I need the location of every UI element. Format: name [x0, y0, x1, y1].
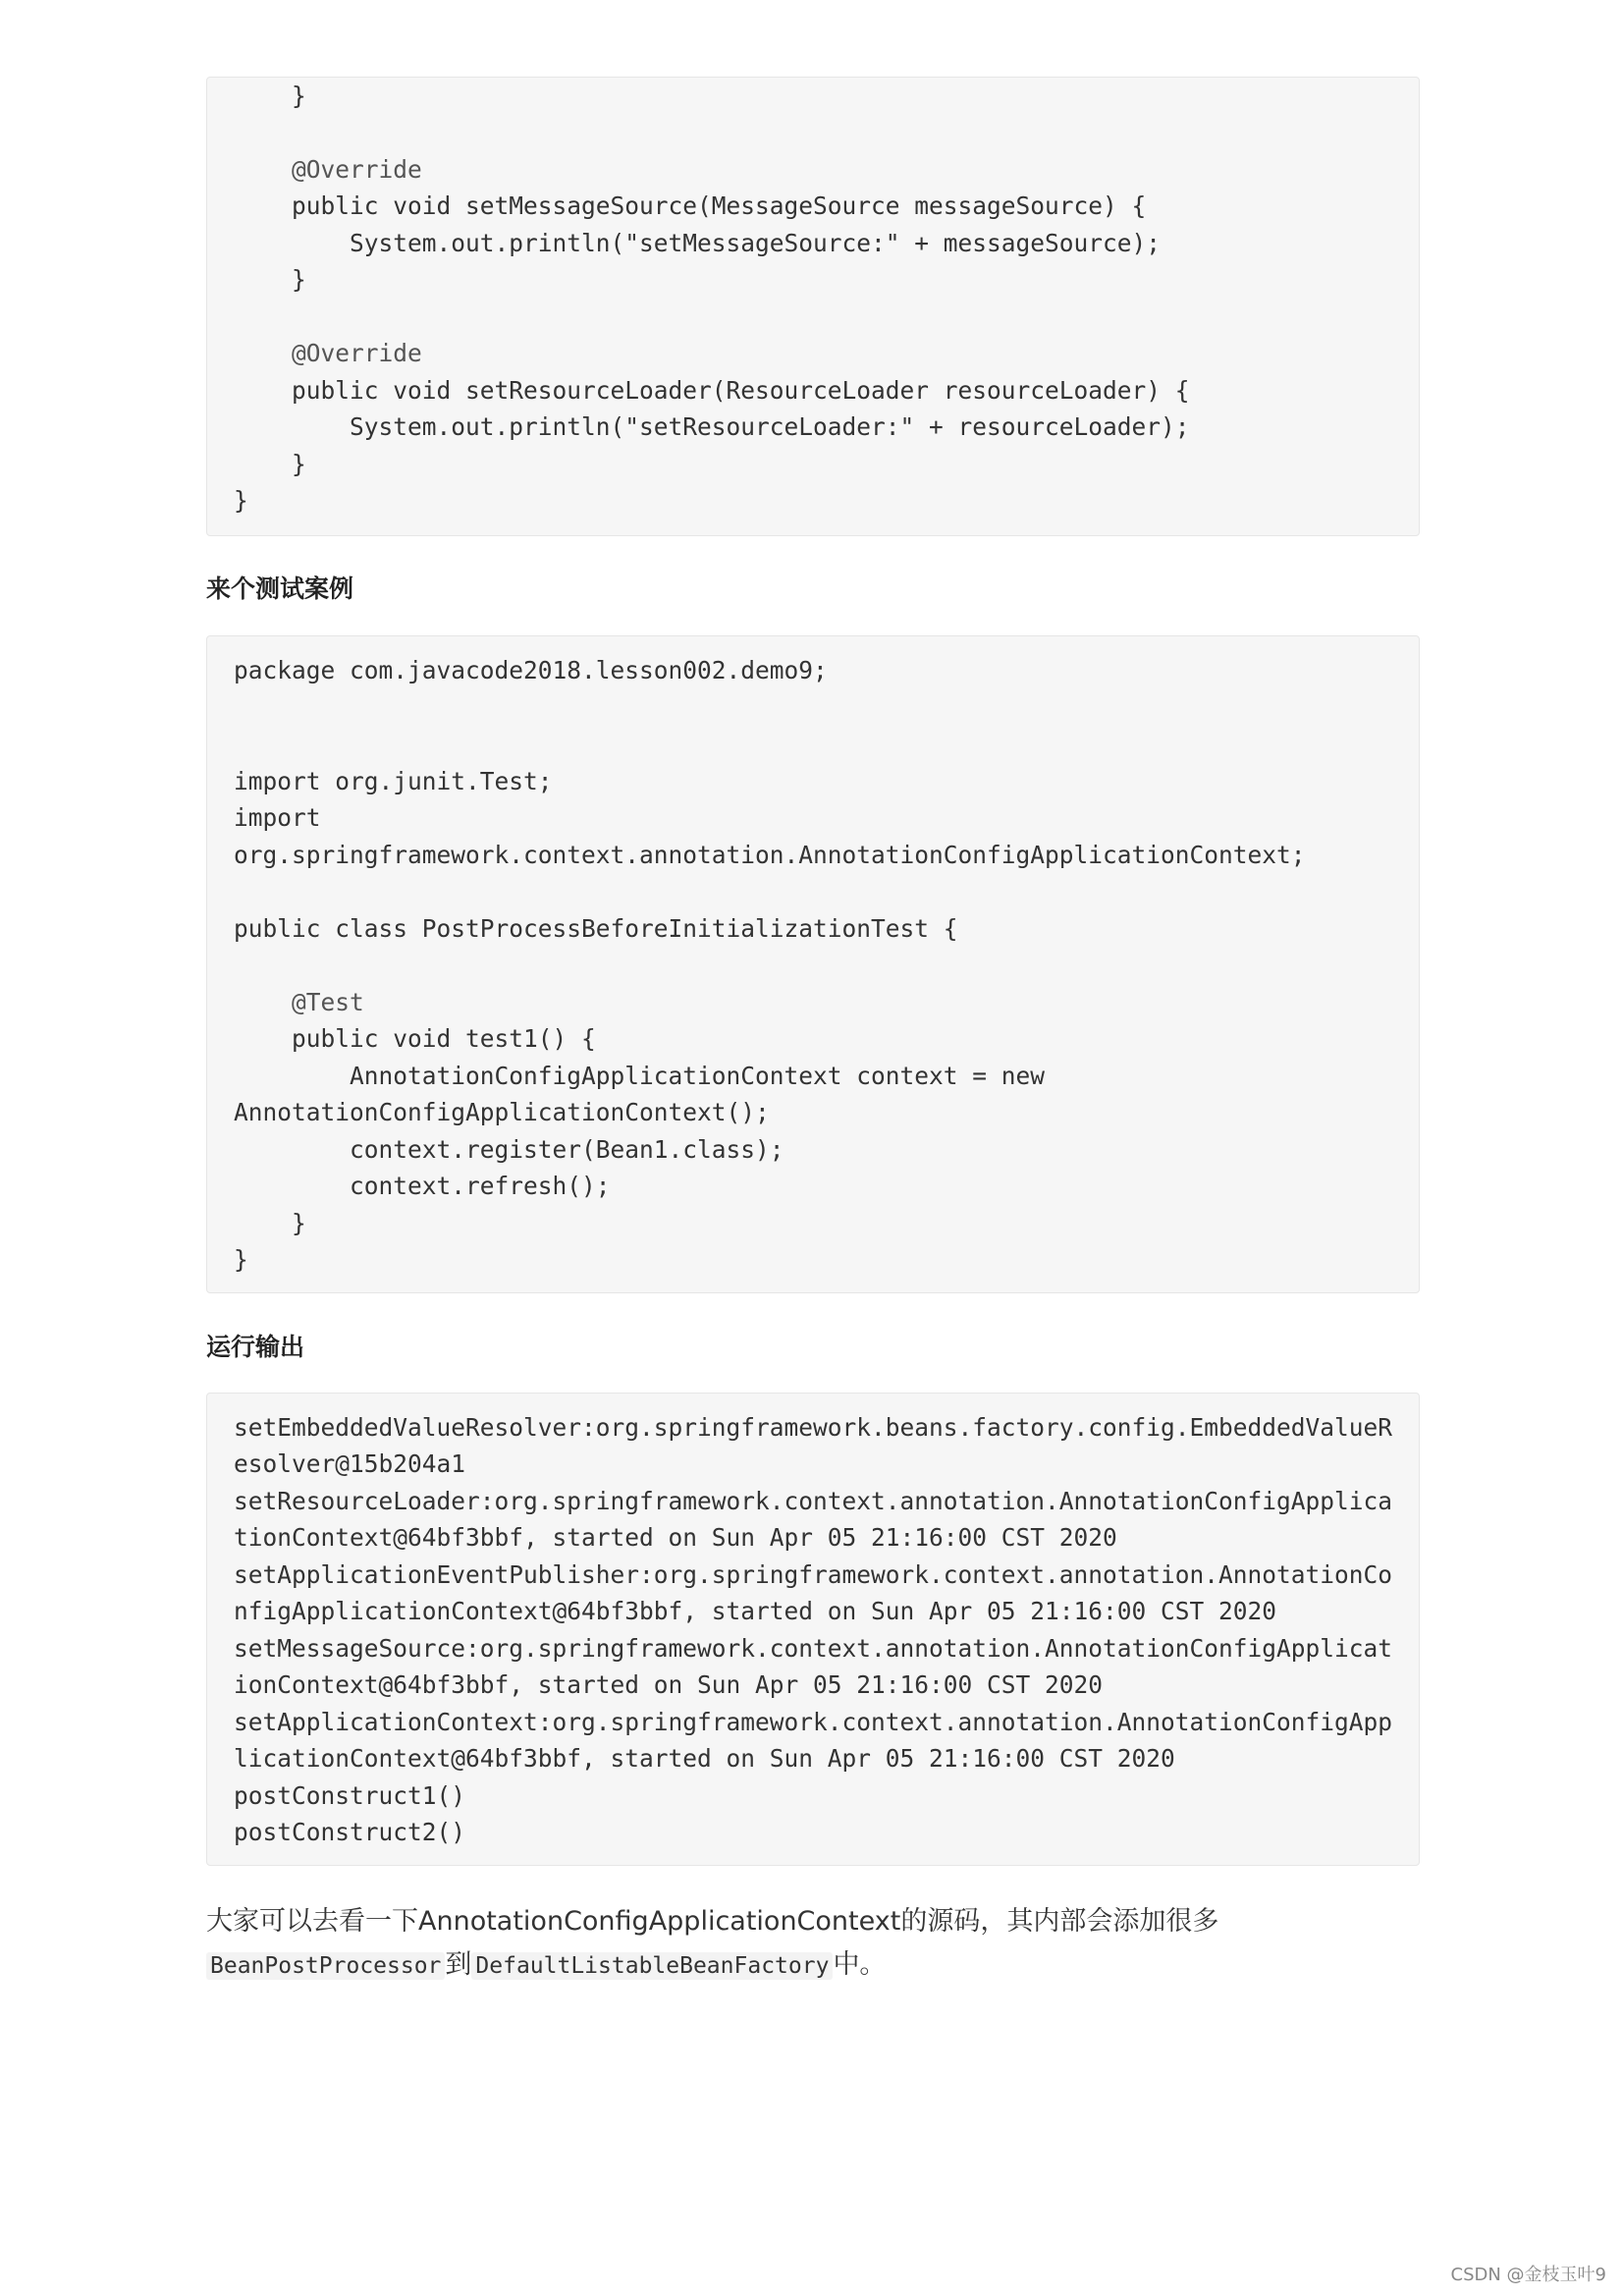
inline-code: BeanPostProcessor [206, 1952, 445, 1980]
code-line: @Override [234, 155, 422, 184]
code-block-1 [206, 77, 1420, 536]
code-line: context.refresh(); [234, 1172, 611, 1200]
output-line: setApplicationContext:org.springframework.context.annotation.AnnotationConfigApp [234, 1708, 1393, 1736]
output-line: postConstruct2() [234, 1818, 466, 1846]
code-line: } [234, 1245, 248, 1274]
code-line: } [234, 82, 306, 110]
output-line: esolver@15b204a1 [234, 1449, 466, 1478]
code-line: System.out.println("setResourceLoader:" + resourceLoader); [234, 412, 1190, 441]
code-line: @Test [234, 988, 364, 1016]
inline-code: DefaultListableBeanFactory [471, 1952, 833, 1980]
output-line: ionContext@64bf3bbf, started on Sun Apr 05 21:16:00 CST 2020 [234, 1670, 1104, 1699]
output-line: setResourceLoader:org.springframework.context.annotation.AnnotationConfigApplica [234, 1487, 1393, 1515]
code-line: } [234, 450, 306, 478]
code-line: public class PostProcessBeforeInitializationTest { [234, 914, 958, 943]
code-line: } [234, 1209, 306, 1237]
paragraph-text: 到 [445, 1949, 472, 1980]
section-heading-output: 运行输出 [206, 1333, 305, 1361]
watermark: CSDN @金枝玉叶9 [1450, 2265, 1606, 2285]
code-line: @Override [234, 339, 422, 367]
output-line: tionContext@64bf3bbf, started on Sun Apr 05 21:16:00 CST 2020 [234, 1523, 1117, 1552]
output-line: licationContext@64bf3bbf, started on Sun Apr 05 21:16:00 CST 2020 [234, 1744, 1175, 1773]
section-heading-test-case: 来个测试案例 [206, 574, 354, 603]
code-line: public void setResourceLoader(ResourceLoader resourceLoader) { [234, 376, 1190, 405]
closing-paragraph-line-2 [206, 1942, 886, 1981]
output-line: nfigApplicationContext@64bf3bbf, started on Sun Apr 05 21:16:00 CST 2020 [234, 1597, 1277, 1625]
code-line: } [234, 265, 306, 294]
code-line: } [234, 486, 248, 515]
code-line: import org.junit.Test; [234, 767, 553, 795]
code-line: AnnotationConfigApplicationContext(); [234, 1098, 770, 1126]
code-line: System.out.println("setMessageSource:" + messageSource); [234, 229, 1162, 257]
closing-paragraph-line-1: 大家可以去看一下AnnotationConfigApplicationContext的源码，其内部会添加很多 [206, 1906, 1219, 1937]
output-line: postConstruct1() [234, 1781, 466, 1810]
code-line: import [234, 803, 321, 832]
code-block-3 [206, 1393, 1420, 1866]
paragraph-text: 中。 [833, 1949, 887, 1980]
code-block-2 [206, 635, 1420, 1293]
code-line: context.register(Bean1.class); [234, 1135, 784, 1164]
code-line: org.springframework.context.annotation.AnnotationConfigApplicationContext; [234, 841, 1306, 869]
code-line: package com.javacode2018.lesson002.demo9; [234, 656, 828, 684]
code-line: public void test1() { [234, 1024, 596, 1053]
code-line: public void setMessageSource(MessageSource messageSource) { [234, 191, 1147, 220]
output-line: setEmbeddedValueResolver:org.springframework.beans.factory.config.EmbeddedValueR [234, 1413, 1393, 1442]
output-line: setApplicationEventPublisher:org.springframework.context.annotation.AnnotationCo [234, 1560, 1393, 1589]
output-line: setMessageSource:org.springframework.context.annotation.AnnotationConfigApplicat [234, 1634, 1393, 1663]
code-line: AnnotationConfigApplicationContext context = new [234, 1062, 1046, 1090]
